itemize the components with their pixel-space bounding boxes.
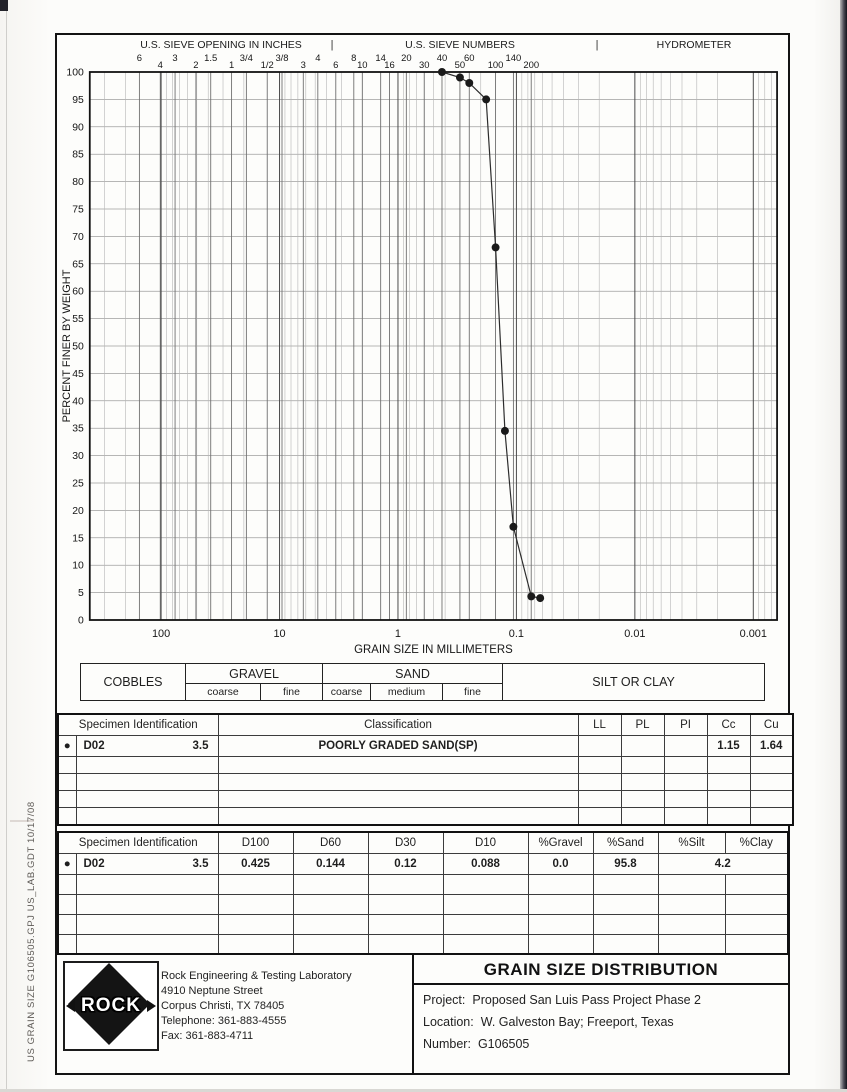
scan-artifact-line: [6, 0, 7, 1092]
y-axis-title: PERCENT FINER BY WEIGHT: [60, 269, 73, 423]
lab-info-cell: [57, 955, 414, 1073]
sieve-tick-label: 10: [357, 59, 368, 72]
blank-row: [58, 915, 788, 935]
band-gravel-coarse: coarse: [186, 684, 261, 701]
pi-value: [664, 736, 707, 757]
blank-row: [58, 791, 793, 808]
results-header-row: [58, 832, 788, 854]
d60-value: 0.144: [293, 854, 368, 875]
specimen-id: D02: [83, 740, 105, 752]
classification-header-row: [58, 714, 793, 736]
header-sieve-inches: U.S. SIEVE OPENING IN INCHES: [140, 39, 302, 51]
sieve-tick-label: 30: [419, 59, 430, 72]
ll-value: [578, 736, 621, 757]
y-tick-label: 40: [72, 396, 84, 408]
specimen-id-depth: [76, 736, 218, 757]
y-tick-label: 100: [66, 67, 84, 79]
data-point: [456, 74, 464, 82]
sieve-tick-label: 60: [464, 52, 475, 65]
x-tick-label: 0.001: [739, 627, 767, 641]
data-point: [438, 68, 446, 76]
sieve-tick-label: 1: [228, 59, 235, 72]
col-silt: %Silt: [658, 832, 725, 854]
results-table: [57, 831, 789, 956]
x-axis-title: GRAIN SIZE IN MILLIMETERS: [354, 643, 513, 657]
y-tick-label: 0: [78, 615, 84, 627]
silt-clay-value: 4.2: [658, 854, 788, 875]
y-tick-label: 85: [72, 149, 84, 161]
location-label: Location:: [423, 1015, 474, 1029]
col-pi: PI: [664, 714, 707, 736]
scan-artifact-edge: [840, 0, 847, 1092]
pl-value: [621, 736, 664, 757]
specimen-id: D02: [83, 858, 105, 870]
band-gravel: GRAVEL: [186, 664, 323, 684]
location-line: [414, 1016, 788, 1029]
sieve-tick-label: 50: [454, 59, 466, 72]
lab-fax: Fax: 361-883-4711: [161, 1030, 254, 1042]
col-cu: Cu: [750, 714, 793, 736]
col-gravel: %Gravel: [528, 832, 593, 854]
band-sand-medium: medium: [371, 684, 443, 701]
y-tick-label: 5: [78, 588, 84, 600]
band-sand: SAND: [323, 664, 503, 684]
sieve-tick-label: 3: [300, 59, 306, 72]
lab-street: 4910 Neptune Street: [161, 985, 263, 997]
band-sand-coarse: coarse: [323, 684, 371, 701]
sieve-tick-label: 4: [315, 52, 321, 65]
x-tick-label: 1: [394, 627, 402, 641]
blank-row: [58, 808, 793, 826]
col-specimen-identification: Specimen Identification: [58, 714, 218, 736]
sidebar-file-stamp: US GRAIN SIZE G106505.GPJ US_LAB.GDT 10/17/08: [26, 801, 37, 1062]
y-tick-label: 90: [72, 122, 84, 134]
header-sieve-numbers: U.S. SIEVE NUMBERS: [405, 39, 515, 51]
location-value: W. Galveston Bay; Freeport, Texas: [480, 1015, 674, 1029]
project-value: Proposed San Luis Pass Project Phase 2: [472, 993, 701, 1007]
number-line: [414, 1038, 788, 1051]
x-tick-label: 0.1: [508, 627, 525, 641]
specimen-depth: 3.5: [192, 740, 209, 752]
x-tick-label: 0.01: [624, 627, 646, 641]
header-separator: |: [330, 39, 334, 51]
sieve-tick-label: 3: [172, 52, 178, 65]
y-tick-label: 60: [72, 286, 84, 298]
sieve-tick-label: 200: [523, 59, 540, 72]
rock-logo-text: ROCK: [81, 995, 141, 1016]
sieve-tick-label: 100: [487, 59, 504, 72]
y-tick-label: 95: [72, 94, 84, 106]
scan-artifact-corner: [0, 0, 8, 11]
report-frame: [55, 33, 790, 1075]
y-tick-label: 25: [72, 478, 84, 490]
classification-data-row: [58, 736, 793, 757]
d10-value: 0.088: [443, 854, 528, 875]
lab-phone: Telephone: 361-883-4555: [161, 1015, 287, 1027]
col-d30: D30: [368, 832, 443, 854]
y-tick-label: 80: [72, 177, 84, 189]
specimen-depth: 3.5: [192, 858, 209, 870]
data-point: [501, 427, 509, 435]
sieve-tick-label: 20: [401, 52, 412, 65]
sieve-tick-label: 8: [351, 52, 357, 65]
size-class-band-table: [80, 663, 765, 701]
col-sand: %Sand: [593, 832, 658, 854]
cc-value: 1.15: [707, 736, 750, 757]
y-tick-label: 15: [72, 533, 84, 545]
classification-value: POORLY GRADED SAND(SP): [218, 736, 578, 757]
data-point: [482, 95, 490, 103]
x-tick-label: 100: [151, 627, 171, 641]
gravel-value: 0.0: [528, 854, 593, 875]
cu-value: 1.64: [750, 736, 793, 757]
blank-row: [58, 935, 788, 956]
sieve-tick-label: 2: [193, 59, 199, 72]
data-point: [465, 79, 473, 87]
y-tick-label: 65: [72, 259, 84, 271]
d100-value: 0.425: [218, 854, 293, 875]
col-ll: LL: [578, 714, 621, 736]
col-d10: D10: [443, 832, 528, 854]
lab-address: [161, 969, 352, 1044]
project-line: [414, 994, 788, 1007]
col-classification: Classification: [218, 714, 578, 736]
y-tick-label: 70: [72, 231, 84, 243]
col-clay: %Clay: [725, 832, 788, 854]
col-specimen-identification: Specimen Identification: [58, 832, 218, 854]
header-separator: |: [595, 39, 599, 51]
sieve-tick-label: 6: [333, 59, 339, 72]
col-cc: Cc: [707, 714, 750, 736]
y-tick-label: 75: [72, 204, 84, 216]
project-label: Project:: [423, 993, 466, 1007]
col-d60: D60: [293, 832, 368, 854]
number-label: Number:: [423, 1037, 471, 1051]
data-point: [536, 594, 544, 602]
specimen-marker: ●: [58, 854, 76, 875]
data-point: [492, 243, 500, 251]
header-hydrometer: HYDROMETER: [656, 39, 732, 51]
sieve-tick-label: 16: [384, 59, 395, 72]
lab-name: Rock Engineering & Testing Laboratory: [161, 970, 352, 982]
sieve-tick-label: 4: [157, 59, 163, 72]
sieve-tick-label: 140: [505, 52, 522, 65]
band-silt-or-clay: SILT OR CLAY: [503, 664, 765, 701]
y-tick-label: 50: [72, 341, 84, 353]
x-tick-label: 10: [273, 627, 286, 641]
blank-row: [58, 895, 788, 915]
rock-logo: [63, 961, 159, 1051]
sieve-tick-label: 14: [375, 52, 386, 65]
sieve-tick-label: 3/4: [239, 52, 253, 65]
data-point: [509, 523, 517, 531]
y-tick-label: 55: [72, 314, 84, 326]
d30-value: 0.12: [368, 854, 443, 875]
title-block: [57, 953, 788, 1073]
sieve-tick-label: 1.5: [204, 52, 218, 65]
col-d100: D100: [218, 832, 293, 854]
lab-city: Corpus Christi, TX 78405: [161, 1000, 285, 1012]
specimen-marker: ●: [58, 736, 76, 757]
y-tick-label: 10: [72, 560, 84, 572]
specimen-id-depth: [76, 854, 218, 875]
band-sand-fine: fine: [443, 684, 503, 701]
sieve-tick-label: 1/2: [260, 59, 274, 72]
blank-row: [58, 757, 793, 774]
sand-value: 95.8: [593, 854, 658, 875]
data-point: [527, 592, 535, 600]
classification-table: [57, 713, 794, 826]
band-cobbles: COBBLES: [81, 664, 186, 701]
sieve-tick-label: 3/8: [275, 52, 289, 65]
sieve-tick-label: 6: [136, 52, 143, 65]
y-tick-label: 45: [72, 368, 84, 380]
y-tick-label: 20: [72, 505, 84, 517]
report-title-cell: [414, 955, 788, 1073]
blank-row: [58, 774, 793, 791]
col-pl: PL: [621, 714, 664, 736]
grain-size-chart: [57, 35, 787, 659]
number-value: G106505: [477, 1037, 530, 1051]
y-tick-label: 30: [72, 451, 84, 463]
report-title: GRAIN SIZE DISTRIBUTION: [414, 955, 788, 985]
band-gravel-fine: fine: [261, 684, 323, 701]
results-data-row: [58, 854, 788, 875]
y-tick-label: 35: [72, 423, 84, 435]
blank-row: [58, 875, 788, 895]
sieve-tick-label: 40: [436, 52, 448, 65]
